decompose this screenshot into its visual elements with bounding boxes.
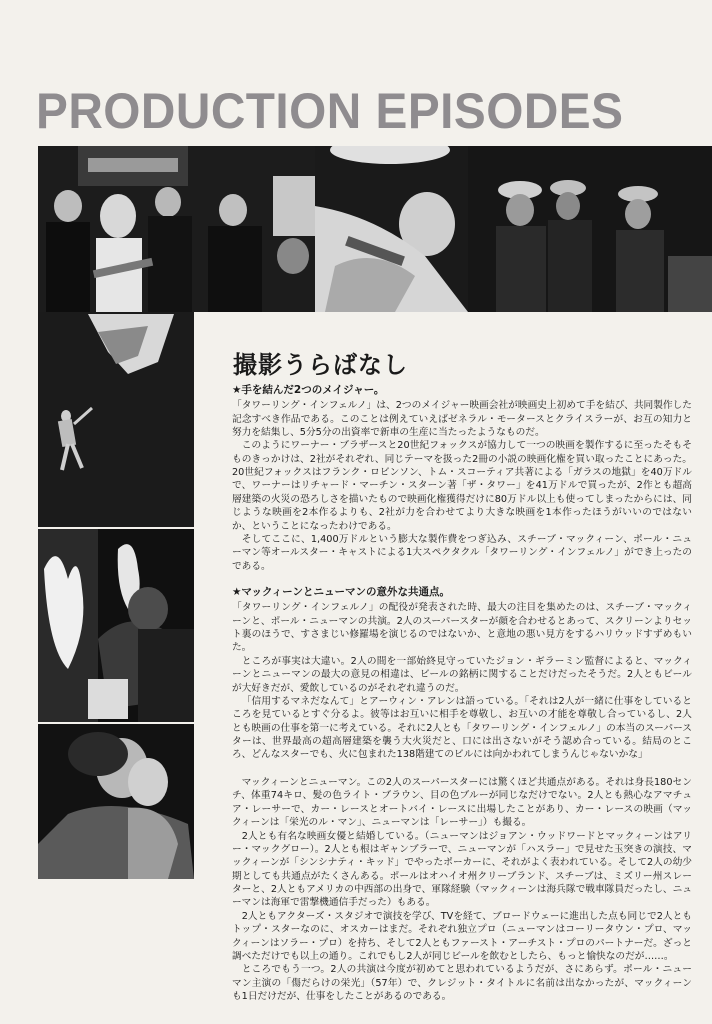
photo-premiere-crowd xyxy=(38,146,315,312)
paragraph: 2人とも有名な映画女優と結婚している。（ニューマンはジョアン・ウッドワードとマックィーンはアリー・マックグロー）。2人とも根はギャンブラーで、ニューマンが「ハスラー」で見せた玉突きの演技、マックィーンが「シンシナティ・キッド」でやったポーカーに、それがよく表われている。そして2人の幼少期としても共通点がたくさんある。ポールはオハイオ州クリーブランド、スチーブは、ミズリー州スレーターと、2人ともアメリカの中西部の出身で、軍隊経験（マックィーンは海兵隊で戦車隊員だったし、ニューマンは海軍で雷撃機通信手だった）もある。 xyxy=(232,830,692,909)
paragraph: 「信用するマネだなんて」とアーウィン・アレンは語っている。「それは2人が一緒に仕事をしているところを見ているとすぐ分るよ。彼等はお互いに相手を尊敬し、お互いの才能を尊敬し合っているし、2人とも映画の仕事を第一に考えている。それに2人とも「タワーリング・インフェルノ」の本当のスーパースターは、世界最高の超高層建築を襲う大火災だと、口には出さないがそう認め合っている。結局のところ、どんなスターでも、火に包まれた138階建てのビルには向かわれてしまうんじゃないかな」 xyxy=(232,695,692,761)
photo-couple xyxy=(38,724,194,879)
paragraph: 2人ともアクターズ・スタジオで演技を学び、TVを経て、ブロードウェーに進出した点も同じで2人ともトップ・スターなのに、オスカーはまだ。それぞれ独立プロ（ニューマンはコーリータウン・プロ、マックィーンはソラー・プロ）を持ち、そして2人ともファースト・アーチスト・プロのパートナーだ。ざっと調べただけでも以上の通り。これでもし2人が同じビールを飲むとしたら、もっと愉快なのだが……。 xyxy=(232,910,692,962)
photo-man-with-hose xyxy=(315,146,468,312)
page-title: PRODUCTION EPISODES xyxy=(36,83,624,139)
paragraph: 「タワーリング・インフェルノ」の配役が発表された時、最大の注目を集めたのは、スチーブ・マックィーンと、ポール・ニューマンの共演。2人のスーパースターが顔を合わせるとあって、スクリーンよりセット裏のほうで、すさまじい修羅場を演じるのではないか、と意地の悪い見方をするハリウッドすずめもいた。 xyxy=(232,602,692,654)
section-heading: ★手を結んだ2つのメイジャー。 xyxy=(232,384,385,396)
photo-fire-scene xyxy=(38,529,194,722)
paragraph: ところが事実は大違い。2人の間を一部始終見守っていたジョン・ギラーミン監督によると、マックィーンとニューマンの最大の意見の相違は、ビールの銘柄に関することだけだったそうだ。2人ともビールが大好きだが、愛飲しているのがそれぞれ違うのだ。 xyxy=(232,655,692,694)
photo-falling-man xyxy=(38,312,194,527)
section-heading: ★マックィーンとニューマンの意外な共通点。 xyxy=(232,586,450,599)
section-majors xyxy=(232,383,692,573)
paragraph: マックィーンとニューマン。この2人のスーパースターには驚くほど共通点がある。それは身長180センチ、体重74キロ、髪の色ライト・ブラウン、目の色ブルーが同じなだけでない。2人とも熱心なアマチュア・レーサーで、カー・レースとオートバイ・レースに出場したことがあり、カー・レースの映画（マックィーンは「栄光のル・マン」、ニューマンは「レーサー」）も撮る。 xyxy=(232,777,692,829)
section-common-points xyxy=(232,585,692,762)
article-column xyxy=(232,383,692,774)
body-text-block xyxy=(232,776,692,1003)
article-heading: 撮影うらばなし xyxy=(233,351,408,379)
paragraph: このようにワーナー・ブラザースと20世紀フォックスが協力して一つの映画を製作するに至ったそもそものきっかけは、2社がそれぞれ、同じテーマを扱った2冊の小説の映画化権を買い取ったことにあった。20世紀フォックスはフランク・ロビンソン、トム・スコーティア共著による「ガラスの地獄」を40万ドルで、ワーナーはリチャード・マーチン・スターン著「ザ・タワー」を41万ドルで買ったが、2作とも超高層建築の火災の恐ろしさを描いたもので映画化権獲得だけに80万ドル以上も使ってしまったからには、同じような映画を2本作るよりも、2社が力を合わせてより大きな映画を1本作ったほうがいいのではないか、ということになったわけである。 xyxy=(232,440,692,532)
paragraph: ところでもう一つ。2人の共演は今度が初めてと思われているようだが、さにあらず。ポール・ニューマン主演の「傷だらけの栄光」（57年）で、クレジット・タイトルに名前は出なかったが、マックィーンも1日だけだが、仕事をしたことがあるのである。 xyxy=(232,964,692,1002)
paragraph: そしてここに、1,400万ドルという膨大な製作費をつぎ込み、スチーブ・マックィーン、ポール・ニューマン等オールスター・キャストによる1大スペクタクル「タワーリング・インフェルノ」ができ上ったのである。 xyxy=(232,533,692,572)
photo-firefighters xyxy=(468,146,712,312)
paragraph: 「タワーリング・インフェルノ」は、2つのメイジャー映画会社が映画史上初めて手を結び、共同製作した記念すべき作品である。このことは例えていえばゼネラル・モータースとクライスラーが、お互の知力と努力を結集し、5分5分の出資率で新車の生産に当たったようなものだ。 xyxy=(232,400,692,438)
